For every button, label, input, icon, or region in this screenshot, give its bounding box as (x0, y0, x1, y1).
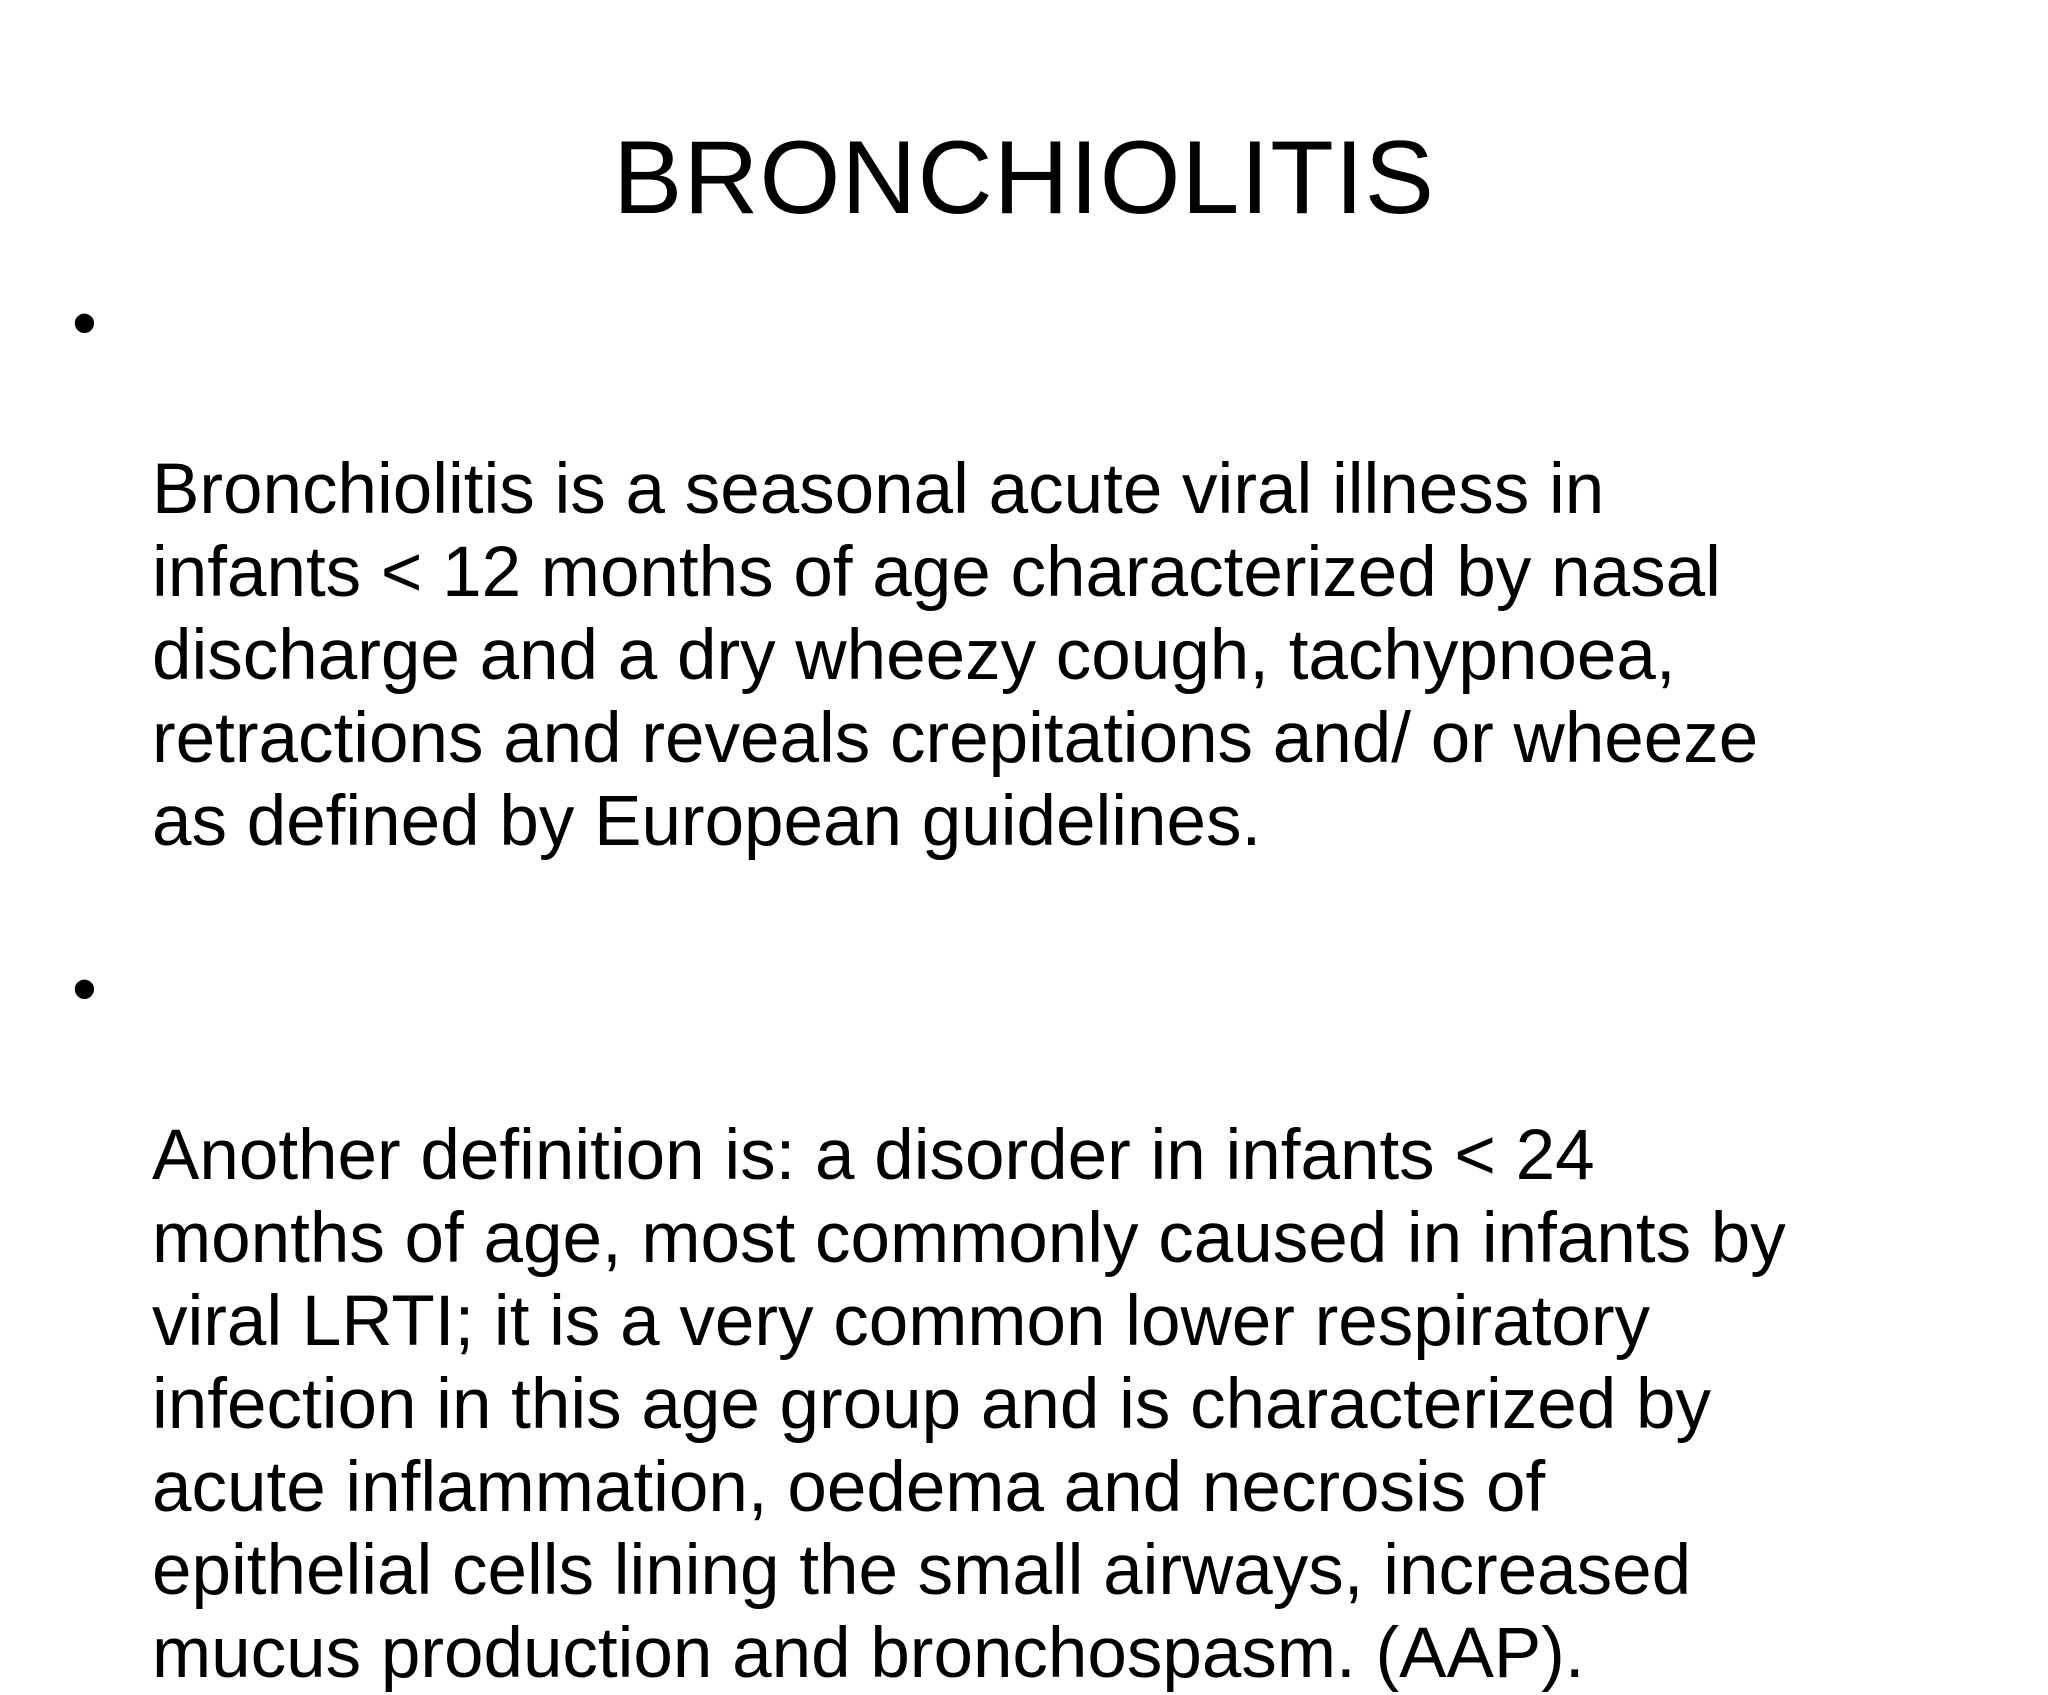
bullet-item-definition-aap (60, 948, 2000, 1695)
bullet-text: Another definition is: a disorder in infants < 24 months of age, most commonly caused in infants by viral LRTI; it is a very common lower respiratory infection in this age group and is characterized by acute inflammation, oedema and necrosis of epithelial cells lining the small airways, increased mucus production and bronchospasm. (AAP). (152, 1116, 1786, 1693)
bullet-item-definition-european (60, 282, 2000, 863)
bullet-list (60, 282, 2000, 1695)
bullet-point-icon: • (72, 284, 97, 363)
slide-title: BRONCHIOLITIS (613, 120, 1435, 236)
bullet-point-icon: • (72, 950, 97, 1029)
bullet-text: Bronchiolitis is a seasonal acute viral illness in infants < 12 months of age characterized by nasal discharge and a dry wheezy cough, tachypnoea, retractions and reveals crepitations and/ or wheeze as defined by European guidelines. (152, 450, 1759, 861)
